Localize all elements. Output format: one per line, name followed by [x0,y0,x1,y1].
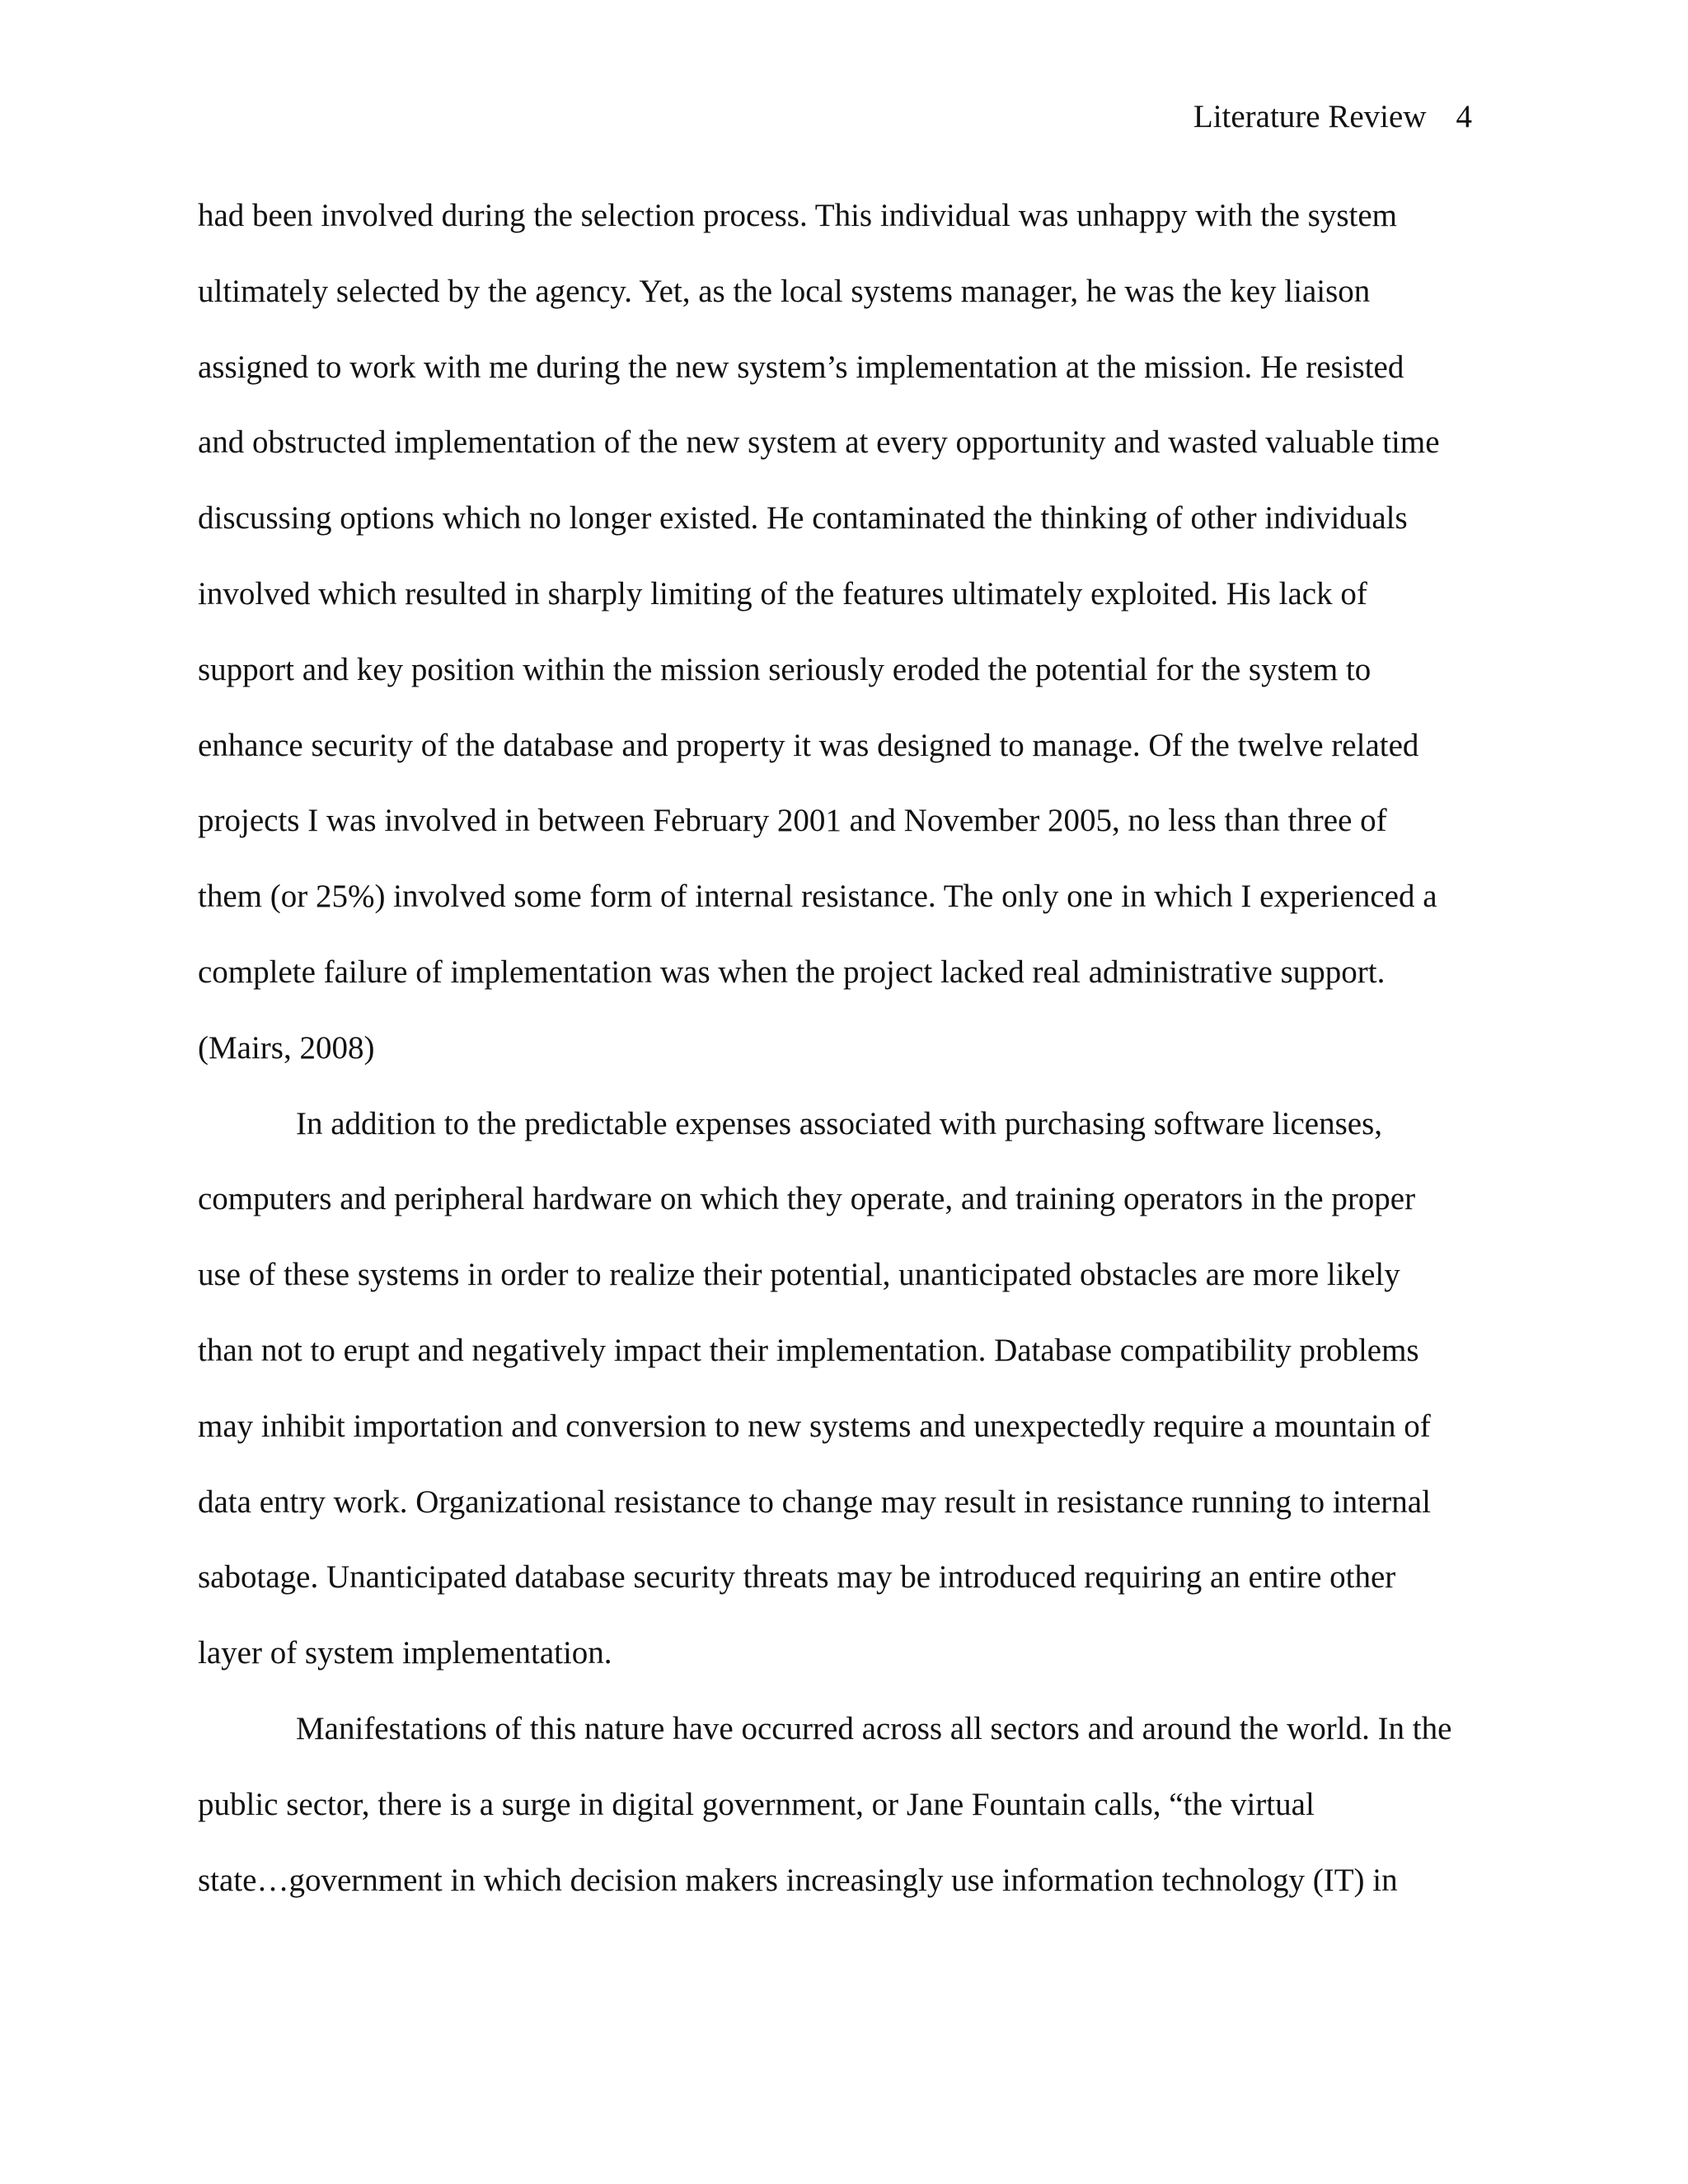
text-line: state…government in which decision makers increasingly use information technology (IT) in [198,1862,1398,1898]
text-line: enhance security of the database and property it was designed to manage. Of the twelve related [198,727,1419,763]
paragraph-first-line: Manifestations of this nature have occurred across all sectors and around the world. In the [296,1710,1452,1746]
page-number: 4 [1456,99,1472,134]
text-line: had been involved during the selection process. This individual was unhappy with the system [198,198,1398,233]
paragraph-first-line: In addition to the predictable expenses associated with purchasing software licenses, [296,1105,1383,1141]
body-text [198,199,1492,1938]
text-line: complete failure of implementation was when the project lacked real administrative support. [198,954,1386,990]
running-head [1193,97,1472,137]
text-line: public sector, there is a surge in digital government, or Jane Fountain calls, “the virtual [198,1786,1315,1822]
running-head-title: Literature Review [1193,99,1427,134]
text-line: data entry work. Organizational resistance to change may result in resistance running to internal [198,1483,1431,1520]
text-line: involved which resulted in sharply limiting of the features ultimately exploited. His lack of [198,575,1367,612]
text-line: sabotage. Unanticipated database security threats may be introduced requiring an entire other [198,1559,1396,1596]
text-line: use of these systems in order to realize their potential, unanticipated obstacles are more likely [198,1257,1400,1293]
text-line: projects I was involved in between February 2001 and November 2005, no less than three of [198,803,1387,839]
citation-line: (Mairs, 2008) [198,1029,375,1066]
text-line: them (or 25%) involved some form of internal resistance. The only one in which I experienced a [198,879,1437,915]
text-line: ultimately selected by the agency. Yet, as the local systems manager, he was the key liaison [198,273,1371,309]
text-line: assigned to work with me during the new system’s implementation at the mission. He resisted [198,349,1404,385]
text-line: computers and peripheral hardware on which they operate, and training operators in the proper [198,1181,1416,1217]
text-line: and obstructed implementation of the new system at every opportunity and wasted valuable time [198,424,1440,461]
text-line: layer of system implementation. [198,1635,612,1671]
text-line: discussing options which no longer existed. He contaminated the thinking of other individuals [198,500,1408,537]
text-line: than not to erupt and negatively impact their implementation. Database compatibility problems [198,1332,1419,1368]
text-line: may inhibit importation and conversion to new systems and unexpectedly require a mountain of [198,1408,1431,1444]
text-line: support and key position within the mission seriously eroded the potential for the system to [198,651,1372,687]
